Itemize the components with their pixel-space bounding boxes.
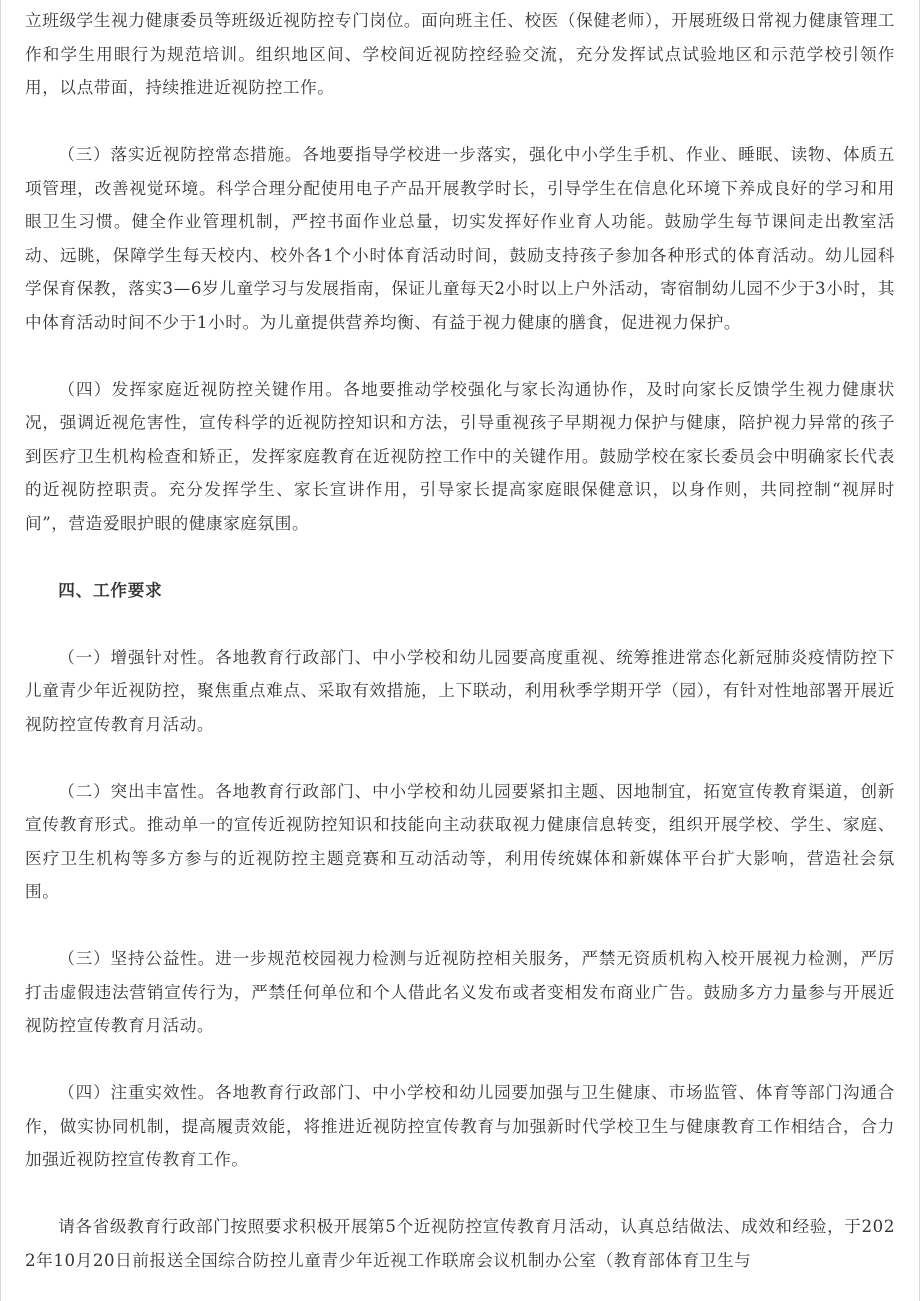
paragraph-gap	[25, 607, 895, 641]
section-heading-work-requirements: 四、工作要求	[58, 579, 163, 600]
paragraph-gap	[25, 1043, 895, 1077]
paragraph-continuation: 立班级学生视力健康委员等班级近视防控专门岗位。面向班主任、校医（保健老师），开展班级日常视力健康管理工作和学生用眼行为规范培训。组织地区间、学校间近视防控经验交流，充分发挥试点试验地区和示范学校引领作用，以点带面，持续推进近视防控工作。	[25, 11, 895, 97]
paragraph-requirement-1: （一）增强针对性。各地教育行政部门、中小学校和幼儿园要高度重视、统筹推进常态化新冠肺炎疫情防控下儿童青少年近视防控，聚焦重点难点、采取有效措施，上下联动，利用秋季学期开学（园），有针对性地部署开展近视防控宣传教育月活动。	[25, 647, 895, 734]
paragraph-gap	[25, 540, 895, 574]
paragraph-requirement-4: （四）注重实效性。各地教育行政部门、中小学校和幼儿园要加强与卫生健康、市场监管、体育等部门沟通合作，做实协同机制，提高履责效能，将推进近视防控宣传教育与加强新时代学校卫生与健康教育工作相结合，合力加强近视防控宣传教育工作。	[25, 1083, 895, 1169]
paragraph-requirement-2: （二）突出丰富性。各地教育行政部门、中小学校和幼儿园要紧扣主题、因地制宜，拓宽宣传教育渠道，创新宣传教育形式。推动单一的宣传近视防控知识和技能向主动获取视力健康信息转变，组织开展学校、学生、家庭、医疗卫生机构等多方参与的近视防控主题竞赛和互动活动等，利用传统媒体和新媒体平台扩大影响，营造社会氛围。	[25, 781, 895, 901]
paragraph-gap	[25, 741, 895, 775]
paragraph-gap	[25, 1177, 895, 1211]
paragraph-gap	[25, 339, 895, 373]
paragraph-section-3-3: （三）落实近视防控常态措施。各地要指导学校进一步落实，强化中小学生手机、作业、睡眠、读物、体质五项管理，改善视觉环境。科学合理分配使用电子产品开展教学时长，引导学生在信息化环境下养成良好的学习和用眼卫生习惯。健全作业管理机制，严控书面作业总量，切实发挥好作业育人功能。鼓励学生每节课间走出教室活动、远眺，保障学生每天校内、校外各1个小时体育活动时间，鼓励支持孩子参加各种形式的体育活动。幼儿园科学保育保教，落实3—6岁儿童学习与发展指南，保证儿童每天2小时以上户外活动，寄宿制幼儿园不少于3小时，其中体育活动时间不少于1小时。为儿童提供营养均衡、有益于视力健康的膳食，促进视力保护。	[25, 145, 895, 332]
paragraph-requirement-3: （三）坚持公益性。进一步规范校园视力检测与近视防控相关服务，严禁无资质机构入校开展视力检测，严厉打击虚假违法营销宣传行为，严禁任何单位和个人借此名义发布或者变相发布商业广告。鼓励多方力量参与开展近视防控宣传教育月活动。	[25, 949, 895, 1035]
paragraph-gap	[25, 909, 895, 943]
paragraph-section-3-4: （四）发挥家庭近视防控关键作用。各地要推动学校强化与家长沟通协作，及时向家长反馈学生视力健康状况，强调近视危害性，宣传科学的近视防控知识和方法，引导重视孩子早期视力保护与健康，陪护视力异常的孩子到医疗卫生机构检查和矫正，发挥家庭教育在近视防控工作中的关键作用。鼓励学校在家长委员会中明确家长代表的近视防控职责。充分发挥学生、家长宣讲作用，引导家长提高家庭眼保健意识，以身作则，共同控制“视屏时间”，营造爱眼护眼的健康家庭氛围。	[25, 379, 895, 533]
paragraph-closing-request: 请各省级教育行政部门按照要求积极开展第5个近视防控宣传教育月活动，认真总结做法、成效和经验，于2022年10月20日前报送全国综合防控儿童青少年近视工作联席会议机制办公室（教育部体育卫生与	[25, 1217, 895, 1270]
paragraph-gap	[25, 105, 895, 139]
